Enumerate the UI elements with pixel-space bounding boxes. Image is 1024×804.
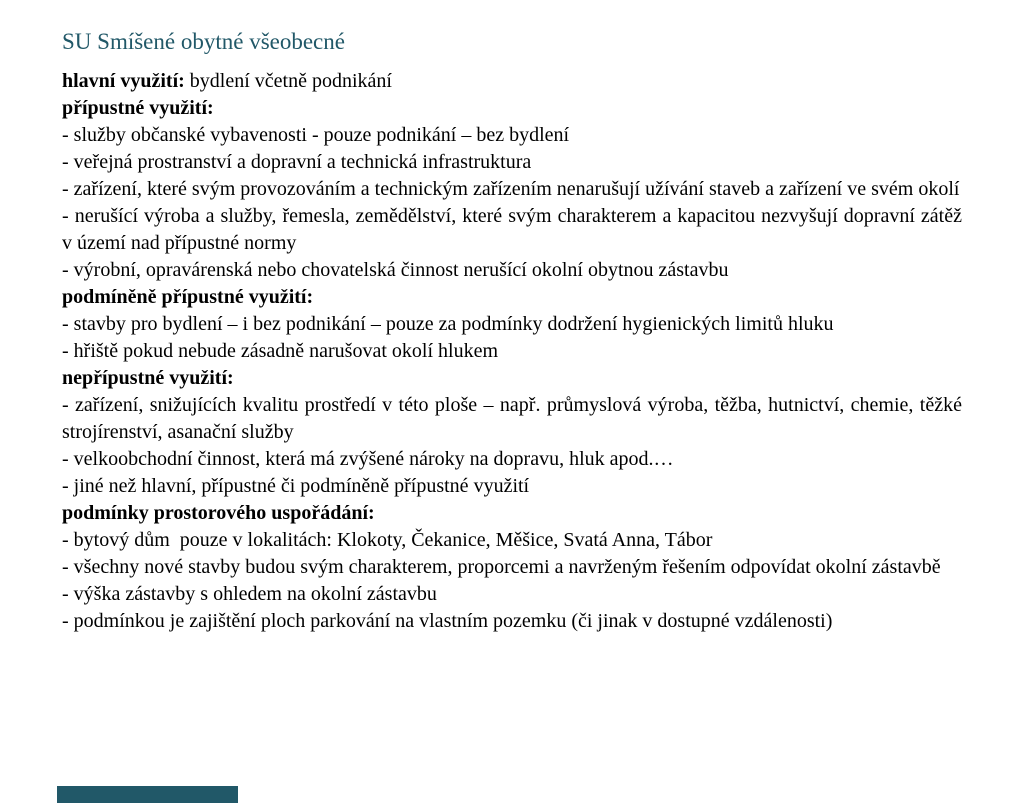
list-item: - velkoobchodní činnost, která má zvýšené nároky na dopravu, hluk apod.… (62, 447, 674, 470)
main-use-value: bydlení včetně podnikání (189, 69, 392, 92)
page-title: SU Smíšené obytné všeobecné (62, 29, 345, 54)
list-item: - zařízení, které svým provozováním a technickým zařízením nenarušují užívání staveb a zařízení ve svém okolí (62, 177, 960, 200)
list-item: - zařízení, snižujících kvalitu prostředí v této ploše – např. průmyslová výroba, těžba, hutnictví, chemie, těžké strojírenství, asanační služby (62, 393, 962, 443)
main-use-label: hlavní využití: (62, 69, 185, 92)
document-content (62, 28, 962, 635)
list-item: - všechny nové stavby budou svým charakterem, proporcemi a navrženým řešením odpovídat okolní zástavbě (62, 555, 941, 578)
bottom-accent-bar (57, 786, 238, 803)
section-heading-nepripustne: nepřípustné využití: (62, 366, 234, 389)
section-heading-podminky-usporadani: podmínky prostorového uspořádání: (62, 501, 375, 524)
list-item: - stavby pro bydlení – i bez podnikání – pouze za podmínky dodržení hygienických limitů hluku (62, 312, 834, 335)
list-item: - výrobní, opravárenská nebo chovatelská činnost nerušící okolní obytnou zástavbu (62, 258, 729, 281)
main-use-line (62, 68, 962, 95)
list-item: - služby občanské vybavenosti - pouze podnikání – bez bydlení (62, 123, 570, 146)
section-heading-pripustne: přípustné využití: (62, 96, 214, 119)
list-item: - podmínkou je zajištění ploch parkování na vlastním pozemku (či jinak v dostupné vzdálenosti) (62, 609, 833, 632)
list-item: - výška zástavby s ohledem na okolní zástavbu (62, 582, 437, 605)
document-body (62, 68, 962, 635)
list-item: - nerušící výroba a služby, řemesla, zemědělství, které svým charakterem a kapacitou nezvyšují dopravní zátěž v území nad přípustné normy (62, 204, 962, 254)
list-item: - veřejná prostranství a dopravní a technická infrastruktura (62, 150, 532, 173)
list-item: - hřiště pokud nebude zásadně narušovat okolí hlukem (62, 339, 498, 362)
list-item: - jiné než hlavní, přípustné či podmíněně přípustné využití (62, 474, 530, 497)
section-heading-podminene-pripustne: podmíněně přípustné využití: (62, 285, 314, 308)
list-item: - bytový dům pouze v lokalitách: Klokoty, Čekanice, Měšice, Svatá Anna, Tábor (62, 528, 713, 551)
